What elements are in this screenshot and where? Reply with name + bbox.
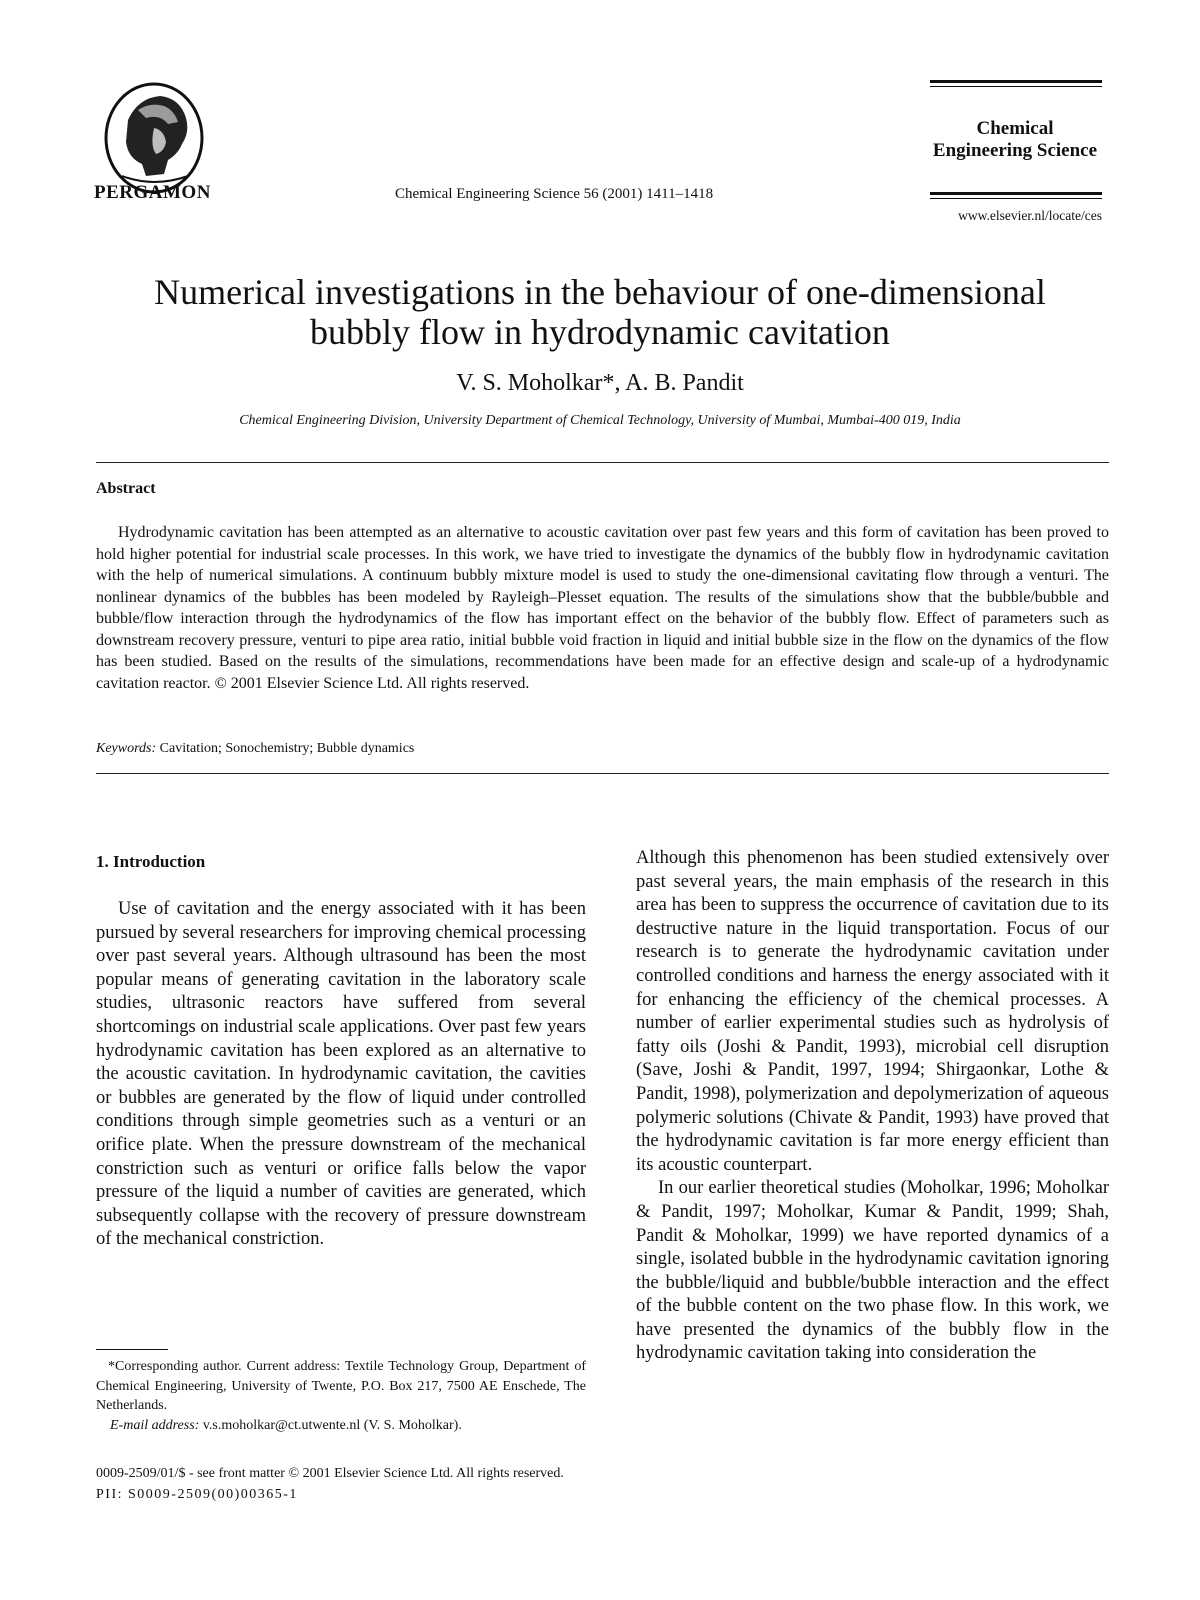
front-matter-notice: 0009-2509/01/$ - see front matter © 2001 Elsevier Science Ltd. All rights reserved. (96, 1466, 564, 1481)
footnote-rule (96, 1349, 168, 1350)
email-label: E-mail address: (110, 1418, 200, 1433)
keywords-line (96, 741, 414, 757)
keywords-values: Cavitation; Sonochemistry; Bubble dynamics (159, 741, 415, 756)
introduction-paragraph-right-2: In our earlier theoretical studies (Moholkar, 1996; Moholkar & Pandit, 1997; Moholkar, Kumar & Pandit, 1999; Shah, Pandit & Moholkar, 1999) we have reported dynamics of a single, isolated bubble in the hydrodynamic cavitation ignoring the bubble/liquid and bubble/bubble interaction and the effect of the bubble content on the two phase flow. In this work, we have presented the dynamics of the bubbly flow in the hydrodynamic cavitation taking into consideration the (636, 1178, 1109, 1364)
corresponding-author-note: *Corresponding author. Current address: Textile Technology Group, Department of Chemical Engineering, University of Twente, P.O. Box 217, 7500 AE Enschede, The Netherlands. (96, 1359, 586, 1413)
abstract-top-divider (96, 462, 1109, 463)
masthead-rule-bottom-thin (930, 198, 1102, 199)
journal-url[interactable]: www.elsevier.nl/locate/ces (958, 208, 1102, 223)
introduction-right-column (636, 847, 1109, 1366)
article-title-line1: Numerical investigations in the behaviour of one-dimensional (154, 272, 1046, 312)
email-address[interactable]: v.s.moholkar@ct.utwente.nl (V. S. Moholkar). (202, 1418, 462, 1433)
abstract-body: Hydrodynamic cavitation has been attempted as an alternative to acoustic cavitation over past few years and this form of cavitation has been proved to hold higher potential for industrial scale processes. In this work, we have tried to investigate the dynamics of the bubbly flow in hydrodynamic cavitation with the help of numerical simulations. A continuum bubbly mixture model is used to study the one-dimensional cavitating flow through a venturi. The nonlinear dynamics of the bubbles has been modeled by Rayleigh–Plesset equation. The results of the simulations show that the bubble/bubble and bubble/flow interaction through the hydrodynamics of the flow has important effect on the behavior of the bubbly flow. Effect of parameters such as downstream recovery pressure, venturi to pipe area ratio, initial bubble void fraction in liquid and initial bubble size in the flow on the dynamics of the flow has been studied. Based on the results of the simulations, recommendations have been made for an effective design and scale-up of a hydrodynamic cavitation reactor. © 2001 Elsevier Science Ltd. All rights reserved. (96, 524, 1109, 692)
author-affiliation: Chemical Engineering Division, University Department of Chemical Technology, University of Mumbai, Mumbai-400 019, India (239, 413, 961, 428)
author-list: V. S. Moholkar*, A. B. Pandit (456, 370, 744, 396)
corresponding-author-footnote (96, 1357, 586, 1416)
abstract-heading: Abstract (96, 480, 156, 497)
abstract-bottom-divider (96, 773, 1109, 774)
section-heading-introduction: 1. Introduction (96, 852, 206, 871)
article-title-line2: bubbly flow in hydrodynamic cavitation (310, 312, 890, 352)
journal-title-line1: Chemical (976, 118, 1054, 139)
keywords-label: Keywords: (96, 741, 157, 756)
masthead-rule-bottom (930, 192, 1102, 195)
introduction-paragraph-left: Use of cavitation and the energy associated with it has been pursued by several researchers for improving chemical processing over past several years. Although ultrasound has been the most popular means of generating cavitation in the laboratory scale studies, ultrasonic reactors have suffered from several shortcomings on industrial scale applications. Over past few years hydrodynamic cavitation has been explored as an alternative to the acoustic cavitation. In hydrodynamic cavitation, the cavities or bubbles are generated by the flow of liquid under controlled conditions through simple geometries such as a venturi or an orifice plate. When the pressure downstream of the mechanical constriction such as venturi or orifice falls below the vapor pressure of the liquid a number of cavities are generated, which subsequently collapse with the recovery of pressure downstream of the mechanical constriction. (96, 899, 586, 1250)
journal-masthead (930, 118, 1100, 162)
publisher-name: PERGAMON (94, 182, 211, 203)
journal-title-line2: Engineering Science (932, 140, 1098, 161)
masthead-rule-top-thin (930, 86, 1102, 87)
introduction-paragraph-right-1: Although this phenomenon has been studied extensively over past several years, the main emphasis of the research in this area has been to suppress the occurrence of cavitation due to its destructive nature in the liquid transportation. Focus of our research is to generate the hydrodynamic cavitation under controlled conditions and harness the energy associated with it for enhancing the efficiency of the chemical processes. A number of earlier experimental studies such as hydrolysis of fatty oils (Joshi & Pandit, 1993), microbial cell disruption (Save, Joshi & Pandit, 1997, 1994; Shirgaonkar, Lothe & Pandit, 1998), polymerization and depolymerization of aqueous polymeric solutions (Chivate & Pandit, 1993) have proved that the hydrodynamic cavitation is far more energy efficient than its acoustic counterpart. (636, 848, 1109, 1175)
pii-identifier: PII: S0009-2509(00)00365-1 (96, 1487, 298, 1502)
email-footnote (110, 1418, 462, 1434)
article-title (60, 272, 1140, 352)
masthead-rule-top (930, 80, 1102, 83)
journal-citation: Chemical Engineering Science 56 (2001) 1411–1418 (395, 186, 714, 202)
